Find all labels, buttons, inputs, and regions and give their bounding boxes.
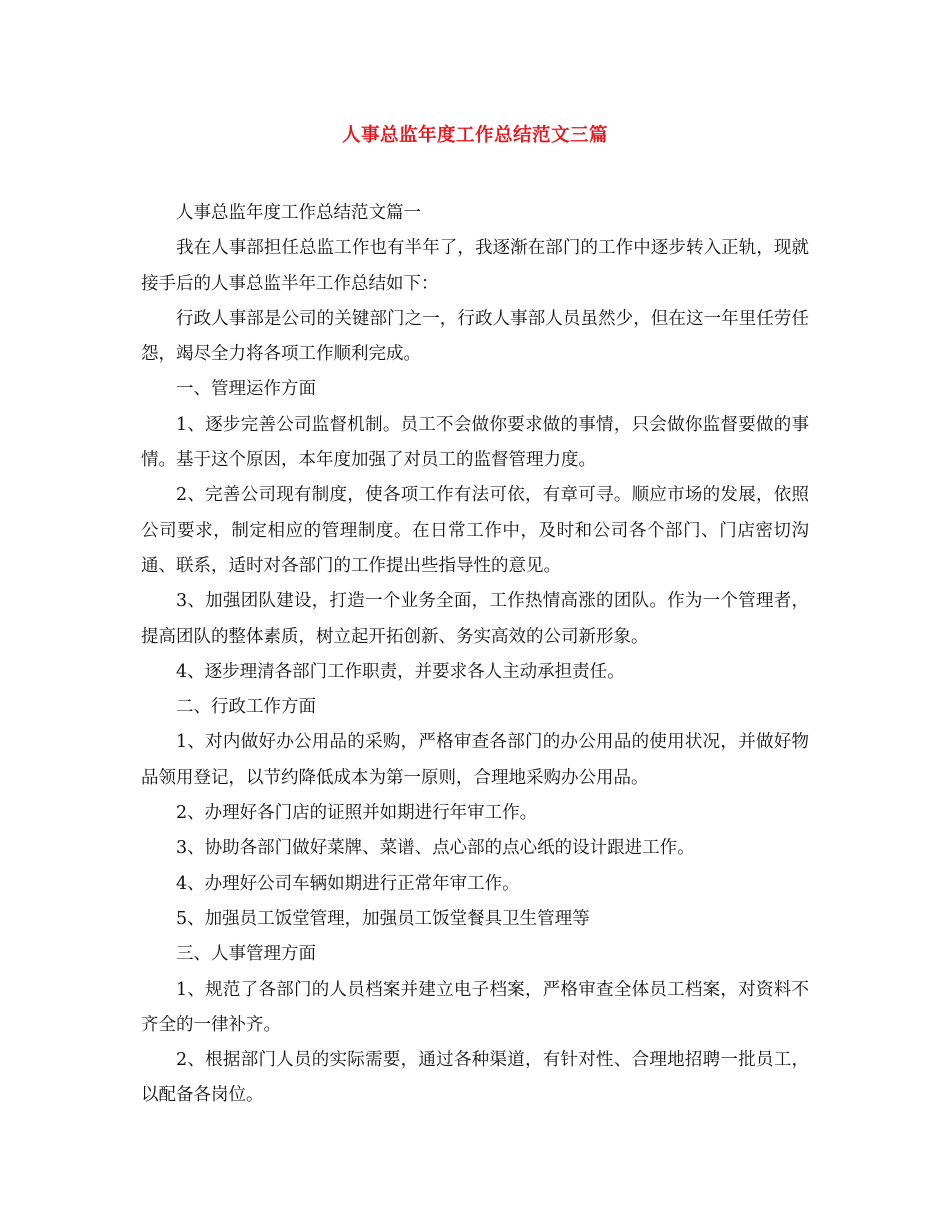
paragraph-personnel-item-2: 2、根据部门人员的实际需要，通过各种渠道，有针对性、合理地招聘一批员工，以配备各岗位。 [141,1050,809,1106]
paragraph-admin-item-5: 5、加强员工饭堂管理，加强员工饭堂餐具卫生管理等 [176,908,590,929]
heading-personnel-management: 三、人事管理方面 [176,944,316,965]
paragraph-management-item-3: 3、加强团队建设，打造一个业务全面，工作热情高涨的团队。作为一个管理者，提高团队的整体素质，树立起开拓创新、务实高效的公司新形象。 [141,591,809,647]
paragraph-management-item-1: 1、逐步完善公司监督机制。员工不会做你要求做的事情，只会做你监督要做的事情。基于这个原因，本年度加强了对员工的监督管理力度。 [141,414,809,471]
paragraph-management-item-4: 4、逐步理清各部门工作职责，并要求各人主动承担责任。 [176,661,625,682]
paragraph-department-overview: 行政人事部是公司的关键部门之一，行政人事部人员虽然少，但在这一年里任劳任怨，竭尽全力将各项工作顺利完成。 [141,308,809,365]
paragraph-admin-item-2: 2、办理好各门店的证照并如期进行年审工作。 [176,803,538,824]
heading-management-operations: 一、管理运作方面 [176,379,316,400]
paragraph-section-heading: 人事总监年度工作总结范文篇一 [176,203,421,223]
document-body [141,196,809,1114]
paragraph-intro: 我在人事部担任总监工作也有半年了，我逐渐在部门的工作中逐步转入正轨，现就接手后的人事总监半年工作总结如下： [141,238,809,294]
paragraph-admin-item-3: 3、协助各部门做好菜牌、菜谱、点心部的点心纸的设计跟进工作。 [176,838,695,859]
paragraph-management-item-2: 2、完善公司现有制度，使各项工作有法可依，有章可寻。顺应市场的发展，依照公司要求，制定相应的管理制度。在日常工作中，及时和公司各个部门、门店密切沟通、联系，适时对各部门的工作提出些指导性的意见。 [141,485,809,576]
paragraph-admin-item-1: 1、对内做好办公用品的采购，严格审查各部门的办公用品的使用状况，并做好物品领用登记，以节约降低成本为第一原则，合理地采购办公用品。 [141,732,809,788]
document-title: 人事总监年度工作总结范文三篇 [341,125,608,146]
paragraph-personnel-item-1: 1、规范了各部门的人员档案并建立电子档案，严格审查全体员工档案，对资料不齐全的一律补齐。 [141,979,809,1035]
heading-administrative-work: 二、行政工作方面 [176,697,316,718]
paragraph-admin-item-4: 4、办理好公司车辆如期进行正常年审工作。 [176,873,520,894]
